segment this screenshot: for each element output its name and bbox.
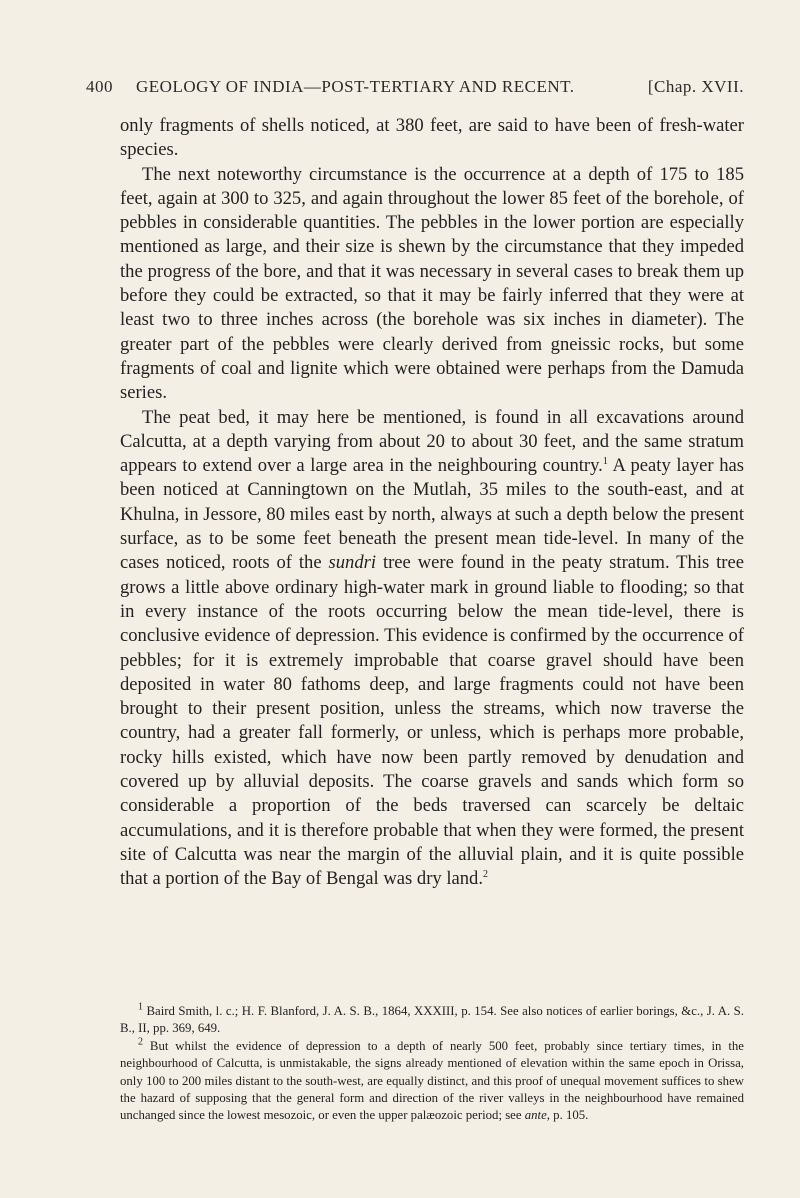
italic-term: ante,	[524, 1108, 550, 1123]
paragraph	[120, 406, 744, 892]
paragraph-text: tree were found in the peaty stratum. This tree grows a little above ordinary high-water mark in ground liable to flooding; so that in every instance of the roots occurring below the mean tide-level, there is conclusive evidence of depression. This evidence is confirmed by the occurrence of pebbles; for it is extremely improbable that coarse gravel should have been deposited in water 80 fathoms deep, and large fragments could not have been brought to their present position, unless the streams, which now traverse the country, had a greater fall formerly, or unless, which is perhaps more probable, rocky hills existed, which have now been partly removed by denudation and covered up by alluvial deposits. The coarse gravels and sands which form so considerable a proportion of the beds traversed can scarcely be deltaic accumulations, and it is therefore probable that when they were formed, the present site of Calcutta was near the margin of the alluvial plain, and it is quite possible that a portion of the Bay of Bengal was dry land.	[120, 552, 744, 890]
paragraph-text: A peaty layer has been noticed at Canningtown on the Mutlah, 35 miles to the south-east, and at Khulna, in Jessore, 80 miles east by north, always at such a depth below the present surface, as to be some feet beneath the present mean tide-level. In many of the cases noticed, roots of the	[120, 455, 744, 574]
footnote-reference: 1	[602, 455, 608, 467]
footnotes	[120, 1003, 744, 1125]
footnote-marker: 1	[138, 1001, 143, 1013]
chapter-label: [Chap. XVII.	[647, 77, 744, 96]
footnote-reference: 2	[483, 869, 489, 881]
paragraph-text: The peat bed, it may here be mentioned, is found in all excavations around Calcutta, at a depth varying from about 20 to about 30 feet, and the same stratum appears to extend over a large area in the neighbouring country.	[120, 406, 744, 477]
paragraph: only fragments of shells noticed, at 380 feet, are said to have been of fresh-water species.	[120, 115, 744, 161]
page-number: 400	[86, 77, 113, 96]
footnote-text: p. 105.	[549, 1108, 589, 1123]
footnote-text: But whilst the evidence of depression to a depth of nearly 500 feet, probably since tertiary times, in the neighbourhood of Calcutta, is unmistakable, the signs already mentioned of elevation within the same epoch in Orissa, only 100 to 200 miles distant to the south-west, are equally distinct, and this proof of unequal movement suffices to shew the hazard of supposing that the general form and direction of the river valleys in the neighbourhood have remained unchanged since the lowest mesozoic, or even the upper palæozoic period; see	[120, 1038, 744, 1123]
footnote	[120, 1038, 744, 1125]
body-text	[120, 114, 744, 892]
italic-term: sundri	[328, 552, 377, 574]
footnote-marker: 2	[138, 1036, 143, 1048]
running-title: GEOLOGY OF INDIA—POST-TERTIARY AND RECENT.	[136, 77, 575, 96]
paragraph: The next noteworthy circumstance is the occurrence at a depth of 175 to 185 feet, again at 300 to 325, and again throughout the lower 85 feet of the borehole, of pebbles in considerable quantities. The pebbles in the lower portion are especially mentioned as large, and their size is shewn by the circumstance that they impeded the progress of the bore, and that it was necessary in several cases to break them up before they could be extracted, so that it may be fairly inferred that they were at least two to three inches across (the borehole was six inches in diameter). The greater part of the pebbles were clearly derived from gneissic rocks, but some fragments of coal and lignite which were obtained were perhaps from the Damuda series.	[120, 163, 744, 404]
footnote-text: Baird Smith, l. c.; H. F. Blanford, J. A. S. B., 1864, XXXIII, p. 154. See also notices of earlier borings, &c., J. A. S. B., II, pp. 369, 649.	[120, 1004, 744, 1036]
footnote	[120, 1003, 744, 1038]
